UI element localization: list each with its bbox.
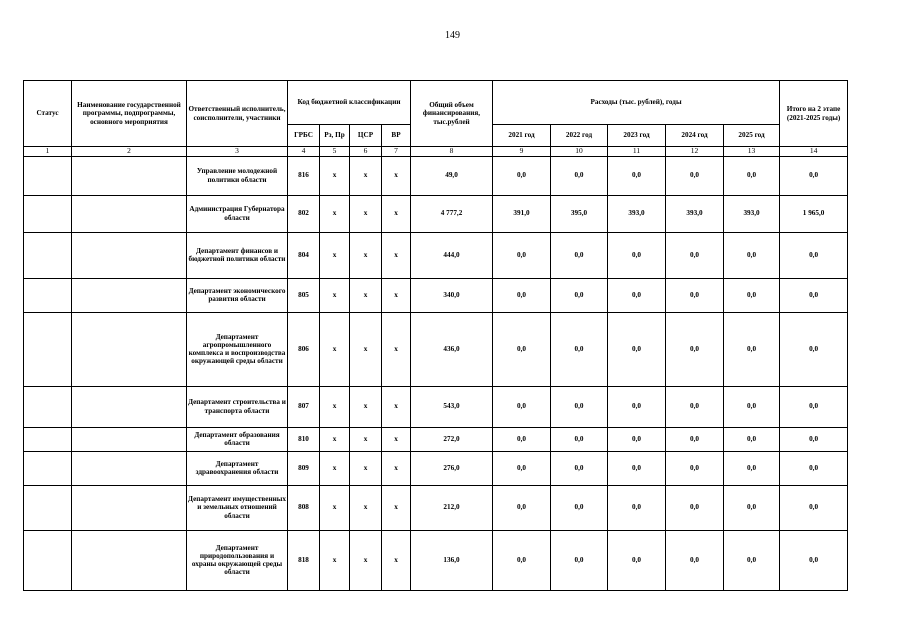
stage-total-cell: 0,0 bbox=[780, 232, 848, 278]
stage-total-cell: 0,0 bbox=[780, 278, 848, 312]
table-row bbox=[24, 485, 848, 530]
rz-pr-cell: x bbox=[320, 386, 350, 427]
expense-2022-cell: 0,0 bbox=[551, 451, 608, 485]
table-row bbox=[24, 427, 848, 451]
expense-2025-cell: 0,0 bbox=[724, 312, 780, 386]
expense-2021-cell: 0,0 bbox=[493, 530, 551, 590]
column-number: 10 bbox=[551, 147, 608, 157]
header-year-2025: 2025 год bbox=[724, 125, 780, 147]
stage-total-cell: 0,0 bbox=[780, 427, 848, 451]
stage-total-cell: 0,0 bbox=[780, 312, 848, 386]
csr-cell: x bbox=[350, 278, 382, 312]
header-rz-pr: Рз, Пр bbox=[320, 125, 350, 147]
executor-cell: Департамент экономического развития области bbox=[187, 278, 288, 312]
csr-cell: x bbox=[350, 427, 382, 451]
table-row bbox=[24, 451, 848, 485]
expense-2021-cell: 0,0 bbox=[493, 427, 551, 451]
column-number: 4 bbox=[288, 147, 320, 157]
expense-2021-cell: 0,0 bbox=[493, 232, 551, 278]
grbs-cell: 802 bbox=[288, 195, 320, 232]
csr-cell: x bbox=[350, 156, 382, 195]
expense-2025-cell: 0,0 bbox=[724, 232, 780, 278]
header-year-2022: 2022 год bbox=[551, 125, 608, 147]
executor-cell: Департамент имущественных и земельных отношений области bbox=[187, 485, 288, 530]
executor-cell: Департамент агропромышленного комплекса и воспроизводства окружающей среды области bbox=[187, 312, 288, 386]
status-cell bbox=[24, 386, 72, 427]
executor-cell: Департамент здравоохранения области bbox=[187, 451, 288, 485]
stage-total-cell: 0,0 bbox=[780, 530, 848, 590]
total-cell: 340,0 bbox=[411, 278, 493, 312]
expense-2025-cell: 0,0 bbox=[724, 278, 780, 312]
program-name-cell bbox=[72, 451, 187, 485]
grbs-cell: 818 bbox=[288, 530, 320, 590]
column-number: 2 bbox=[72, 147, 187, 157]
header-status: Статус bbox=[24, 81, 72, 147]
program-name-cell bbox=[72, 312, 187, 386]
rz-pr-cell: x bbox=[320, 278, 350, 312]
expense-2025-cell: 0,0 bbox=[724, 156, 780, 195]
expense-2022-cell: 0,0 bbox=[551, 485, 608, 530]
program-name-cell bbox=[72, 485, 187, 530]
expense-2023-cell: 0,0 bbox=[608, 530, 666, 590]
column-number: 14 bbox=[780, 147, 848, 157]
expense-2021-cell: 0,0 bbox=[493, 278, 551, 312]
expense-2025-cell: 0,0 bbox=[724, 451, 780, 485]
status-cell bbox=[24, 232, 72, 278]
column-number: 1 bbox=[24, 147, 72, 157]
executor-cell: Департамент строительства и транспорта области bbox=[187, 386, 288, 427]
total-cell: 212,0 bbox=[411, 485, 493, 530]
header-expenses: Расходы (тыс. рублей), годы bbox=[493, 81, 780, 125]
expense-2022-cell: 0,0 bbox=[551, 386, 608, 427]
expense-2024-cell: 0,0 bbox=[666, 312, 724, 386]
status-cell bbox=[24, 451, 72, 485]
expense-2023-cell: 0,0 bbox=[608, 427, 666, 451]
rz-pr-cell: x bbox=[320, 451, 350, 485]
stage-total-cell: 1 965,0 bbox=[780, 195, 848, 232]
stage-total-cell: 0,0 bbox=[780, 156, 848, 195]
status-cell bbox=[24, 312, 72, 386]
stage-total-cell: 0,0 bbox=[780, 386, 848, 427]
expense-2024-cell: 0,0 bbox=[666, 485, 724, 530]
vr-cell: x bbox=[382, 451, 411, 485]
status-cell bbox=[24, 278, 72, 312]
expense-2022-cell: 0,0 bbox=[551, 312, 608, 386]
program-name-cell bbox=[72, 278, 187, 312]
expense-2025-cell: 0,0 bbox=[724, 427, 780, 451]
column-number: 7 bbox=[382, 147, 411, 157]
expense-2023-cell: 0,0 bbox=[608, 485, 666, 530]
expense-2023-cell: 0,0 bbox=[608, 156, 666, 195]
expense-2023-cell: 393,0 bbox=[608, 195, 666, 232]
expense-2025-cell: 0,0 bbox=[724, 386, 780, 427]
page-number: 149 bbox=[445, 30, 460, 41]
grbs-cell: 810 bbox=[288, 427, 320, 451]
header-row bbox=[24, 81, 848, 125]
total-cell: 272,0 bbox=[411, 427, 493, 451]
stage-total-cell: 0,0 bbox=[780, 485, 848, 530]
vr-cell: x bbox=[382, 530, 411, 590]
header-csr: ЦСР bbox=[350, 125, 382, 147]
rz-pr-cell: x bbox=[320, 312, 350, 386]
column-number: 9 bbox=[493, 147, 551, 157]
stage-total-cell: 0,0 bbox=[780, 451, 848, 485]
column-number: 8 bbox=[411, 147, 493, 157]
table-row bbox=[24, 312, 848, 386]
vr-cell: x bbox=[382, 485, 411, 530]
column-number: 3 bbox=[187, 147, 288, 157]
expense-2021-cell: 0,0 bbox=[493, 312, 551, 386]
rz-pr-cell: x bbox=[320, 530, 350, 590]
expense-2022-cell: 0,0 bbox=[551, 427, 608, 451]
vr-cell: x bbox=[382, 156, 411, 195]
total-cell: 49,0 bbox=[411, 156, 493, 195]
expense-2024-cell: 0,0 bbox=[666, 156, 724, 195]
vr-cell: x bbox=[382, 312, 411, 386]
expense-2024-cell: 393,0 bbox=[666, 195, 724, 232]
rz-pr-cell: x bbox=[320, 485, 350, 530]
expense-2021-cell: 0,0 bbox=[493, 156, 551, 195]
total-cell: 444,0 bbox=[411, 232, 493, 278]
column-number: 5 bbox=[320, 147, 350, 157]
program-name-cell bbox=[72, 232, 187, 278]
total-cell: 436,0 bbox=[411, 312, 493, 386]
expense-2024-cell: 0,0 bbox=[666, 278, 724, 312]
expense-2022-cell: 395,0 bbox=[551, 195, 608, 232]
rz-pr-cell: x bbox=[320, 195, 350, 232]
vr-cell: x bbox=[382, 427, 411, 451]
csr-cell: x bbox=[350, 485, 382, 530]
executor-cell: Департамент образования области bbox=[187, 427, 288, 451]
column-number: 13 bbox=[724, 147, 780, 157]
program-name-cell bbox=[72, 386, 187, 427]
table-row bbox=[24, 232, 848, 278]
table-row bbox=[24, 530, 848, 590]
header-year-2021: 2021 год bbox=[493, 125, 551, 147]
rz-pr-cell: x bbox=[320, 156, 350, 195]
expense-2022-cell: 0,0 bbox=[551, 232, 608, 278]
grbs-cell: 808 bbox=[288, 485, 320, 530]
expense-2024-cell: 0,0 bbox=[666, 232, 724, 278]
column-number: 6 bbox=[350, 147, 382, 157]
expense-2025-cell: 0,0 bbox=[724, 530, 780, 590]
vr-cell: x bbox=[382, 386, 411, 427]
table-row bbox=[24, 278, 848, 312]
csr-cell: x bbox=[350, 195, 382, 232]
executor-cell: Управление молодежной политики области bbox=[187, 156, 288, 195]
total-cell: 136,0 bbox=[411, 530, 493, 590]
total-cell: 276,0 bbox=[411, 451, 493, 485]
status-cell bbox=[24, 530, 72, 590]
grbs-cell: 805 bbox=[288, 278, 320, 312]
expense-2025-cell: 393,0 bbox=[724, 195, 780, 232]
header-stage-total: Итого на 2 этапе (2021-2025 годы) bbox=[780, 81, 848, 147]
vr-cell: x bbox=[382, 195, 411, 232]
column-number: 11 bbox=[608, 147, 666, 157]
csr-cell: x bbox=[350, 451, 382, 485]
csr-cell: x bbox=[350, 386, 382, 427]
rz-pr-cell: x bbox=[320, 427, 350, 451]
status-cell bbox=[24, 427, 72, 451]
grbs-cell: 806 bbox=[288, 312, 320, 386]
budget-table bbox=[23, 80, 848, 591]
csr-cell: x bbox=[350, 312, 382, 386]
expense-2024-cell: 0,0 bbox=[666, 451, 724, 485]
status-cell bbox=[24, 156, 72, 195]
csr-cell: x bbox=[350, 232, 382, 278]
grbs-cell: 816 bbox=[288, 156, 320, 195]
header-year-2024: 2024 год bbox=[666, 125, 724, 147]
header-name: Наименование государственной программы, подпрограммы, основного мероприятия bbox=[72, 81, 187, 147]
rz-pr-cell: x bbox=[320, 232, 350, 278]
expense-2021-cell: 0,0 bbox=[493, 451, 551, 485]
expense-2022-cell: 0,0 bbox=[551, 156, 608, 195]
expense-2022-cell: 0,0 bbox=[551, 530, 608, 590]
expense-2022-cell: 0,0 bbox=[551, 278, 608, 312]
program-name-cell bbox=[72, 427, 187, 451]
grbs-cell: 804 bbox=[288, 232, 320, 278]
executor-cell: Департамент финансов и бюджетной политики области bbox=[187, 232, 288, 278]
status-cell bbox=[24, 195, 72, 232]
vr-cell: x bbox=[382, 232, 411, 278]
expense-2023-cell: 0,0 bbox=[608, 386, 666, 427]
table-row bbox=[24, 195, 848, 232]
header-budget-code: Код бюджетной классификации bbox=[288, 81, 411, 125]
program-name-cell bbox=[72, 195, 187, 232]
expense-2023-cell: 0,0 bbox=[608, 278, 666, 312]
csr-cell: x bbox=[350, 530, 382, 590]
executor-cell: Администрация Губернатора области bbox=[187, 195, 288, 232]
total-cell: 543,0 bbox=[411, 386, 493, 427]
expense-2023-cell: 0,0 bbox=[608, 451, 666, 485]
table-row bbox=[24, 156, 848, 195]
column-number: 12 bbox=[666, 147, 724, 157]
expense-2021-cell: 391,0 bbox=[493, 195, 551, 232]
expense-2023-cell: 0,0 bbox=[608, 232, 666, 278]
expense-2025-cell: 0,0 bbox=[724, 485, 780, 530]
expense-2021-cell: 0,0 bbox=[493, 386, 551, 427]
executor-cell: Департамент природопользования и охраны окружающей среды области bbox=[187, 530, 288, 590]
expense-2024-cell: 0,0 bbox=[666, 530, 724, 590]
header-executor: Ответственный исполнитель, соисполнители, участники bbox=[187, 81, 288, 147]
vr-cell: x bbox=[382, 278, 411, 312]
grbs-cell: 807 bbox=[288, 386, 320, 427]
header-total: Общий объем финансирования, тыс.рублей bbox=[411, 81, 493, 147]
header-year-2023: 2023 год bbox=[608, 125, 666, 147]
table-row bbox=[24, 386, 848, 427]
header-vr: ВР bbox=[382, 125, 411, 147]
expense-2021-cell: 0,0 bbox=[493, 485, 551, 530]
expense-2024-cell: 0,0 bbox=[666, 386, 724, 427]
grbs-cell: 809 bbox=[288, 451, 320, 485]
status-cell bbox=[24, 485, 72, 530]
header-grbs: ГРБС bbox=[288, 125, 320, 147]
expense-2024-cell: 0,0 bbox=[666, 427, 724, 451]
program-name-cell bbox=[72, 156, 187, 195]
expense-2023-cell: 0,0 bbox=[608, 312, 666, 386]
total-cell: 4 777,2 bbox=[411, 195, 493, 232]
program-name-cell bbox=[72, 530, 187, 590]
column-numbers-row bbox=[24, 147, 848, 157]
